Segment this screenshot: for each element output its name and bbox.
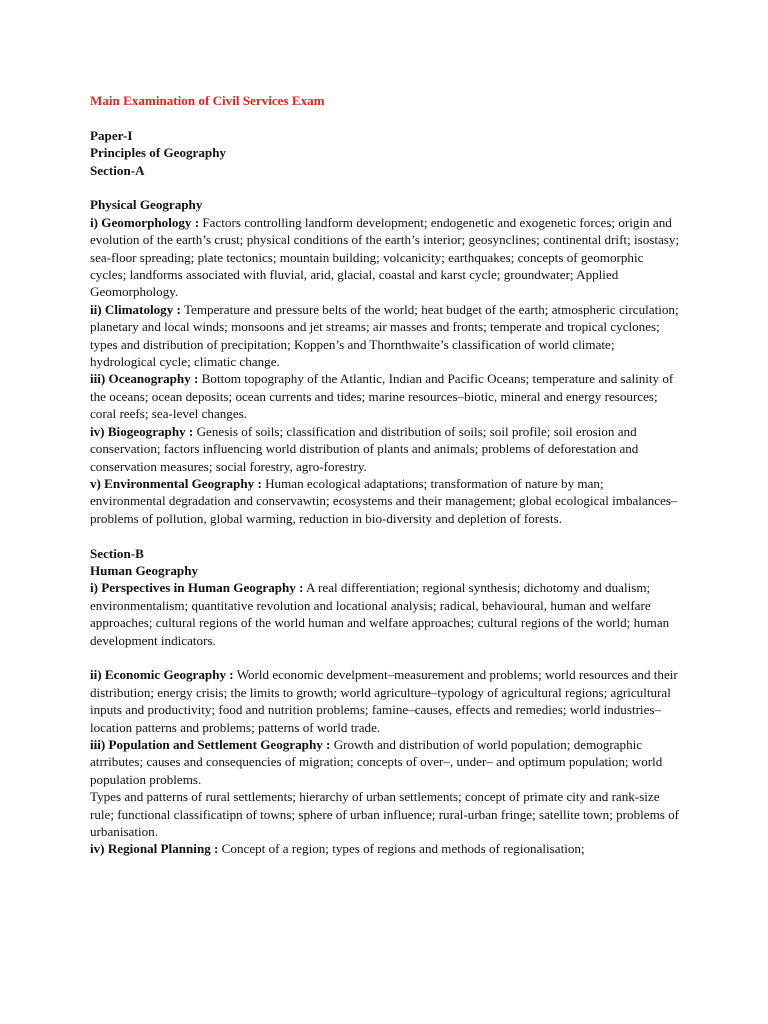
topic-text: Bottom topography of the Atlantic, Indian and Pacific Oceans; temperature and salinity of the oceans; ocean deposits; ocean currents and tides; marine resources–biotic, mineral and energy resources; coral reefs; sea-level changes. xyxy=(90,371,674,422)
topic-label: iv) Biogeography : xyxy=(90,423,194,439)
subject-heading: Principles of Geography xyxy=(90,145,227,161)
topic-text: A real differentiation; regional synthesis; dichotomy and dualism; environmentalism; quantitative revolution and locational analysis; radical, behavioural, human and welfare approaches; cultural regions of the world human and welfare approaches; cultural regions of the world; human development indicators. xyxy=(90,580,670,648)
topic-climatology xyxy=(90,301,680,371)
topic-label: v) Environmental Geography : xyxy=(90,475,262,491)
topic-biogeography xyxy=(90,423,680,475)
topic-label: iii) Oceanography : xyxy=(90,371,199,387)
topic-text: Human ecological adaptations; transformation of nature by man; environmental degradation and conservawtin; ecosystems and their management; global ecological imbalances–problems of pollution, global warming, reduction in bio-diversity and depletion of forests. xyxy=(90,475,678,526)
topic-label: i) Geomorphology : xyxy=(90,214,200,230)
spacer xyxy=(90,179,680,196)
spacer xyxy=(90,527,680,544)
section-a-label: Section-A xyxy=(90,162,145,178)
section-b-label: Section-B xyxy=(90,545,144,561)
topic-population-settlement xyxy=(90,736,680,788)
spacer xyxy=(90,649,680,666)
topic-text: Growth and distribution of world population; demographic atrributes; causes and consequencies of migration; concepts of over–, under– and optimum population; world population problems. xyxy=(90,736,663,787)
topic-regional-planning xyxy=(90,840,680,857)
section-a-heading: Physical Geography xyxy=(90,197,203,213)
spacer xyxy=(90,109,680,126)
topic-text: Genesis of soils; classification and distribution of soils; soil profile; soil erosion and conservation; factors influencing world distribution of plants and animals; problems of deforestation and conservation measures; social forestry, agro-forestry. xyxy=(90,423,639,474)
topic-oceanography xyxy=(90,370,680,422)
topic-geomorphology xyxy=(90,214,680,301)
topic-settlement-continuation: Types and patterns of rural settlements; hierarchy of urban settlements; concept of primate city and rank-size rule; functional classificatipn of towns; sphere of urban influence; rural-urban fringe; satellite town; problems of urbanisation. xyxy=(90,789,680,839)
topic-label: ii) Economic Geography : xyxy=(90,667,234,683)
topic-text: Temperature and pressure belts of the world; heat budget of the earth; atmospheric circulation; planetary and local winds; monsoons and jet streams; air masses and fronts; temperate and tropical cyclones; types and distribution of precipitation; Koppen’s and Thornthwaite’s classification of world climate; hydrological cycle; climatic change. xyxy=(90,301,679,370)
topic-label: iii) Population and Settlement Geography : xyxy=(90,736,331,752)
section-b-heading: Human Geography xyxy=(90,562,199,578)
document-title: Main Examination of Civil Services Exam xyxy=(90,93,325,108)
topic-label: ii) Climatology : xyxy=(90,301,181,317)
topic-text: World economic develpment–measurement and problems; world resources and their distribution; energy crisis; the limits to growth; world agriculture–typology of agricultural regions; agricultural inputs and productivity; food and nutrition problems; famine–causes, effects and remedies; world industries–location patterns and problems; patterns of world trade. xyxy=(90,667,678,735)
topic-label: i) Perspectives in Human Geography : xyxy=(90,580,304,596)
topic-label: iv) Regional Planning : xyxy=(90,841,219,857)
topic-text: Concept of a region; types of regions and methods of regionalisation; xyxy=(218,841,585,857)
topic-perspectives xyxy=(90,579,680,649)
topic-environmental-geography xyxy=(90,475,680,527)
paper-label: Paper-I xyxy=(90,127,133,143)
document-body xyxy=(90,92,680,858)
topic-economic-geography xyxy=(90,666,680,736)
topic-text: Factors controlling landform development; endogenetic and exogenetic forces; origin and evolution of the earth’s crust; physical conditions of the earth’s interior; geosynclines; continental drift; isostasy; sea-floor spreading; plate tectonics; mountain building; volcanicity; earthquakes; concepts of geomorphic cycles; landforms associated with fluvial, arid, glacial, coastal and karst cycle; groundwater; Applied Geomorphology. xyxy=(90,214,680,300)
